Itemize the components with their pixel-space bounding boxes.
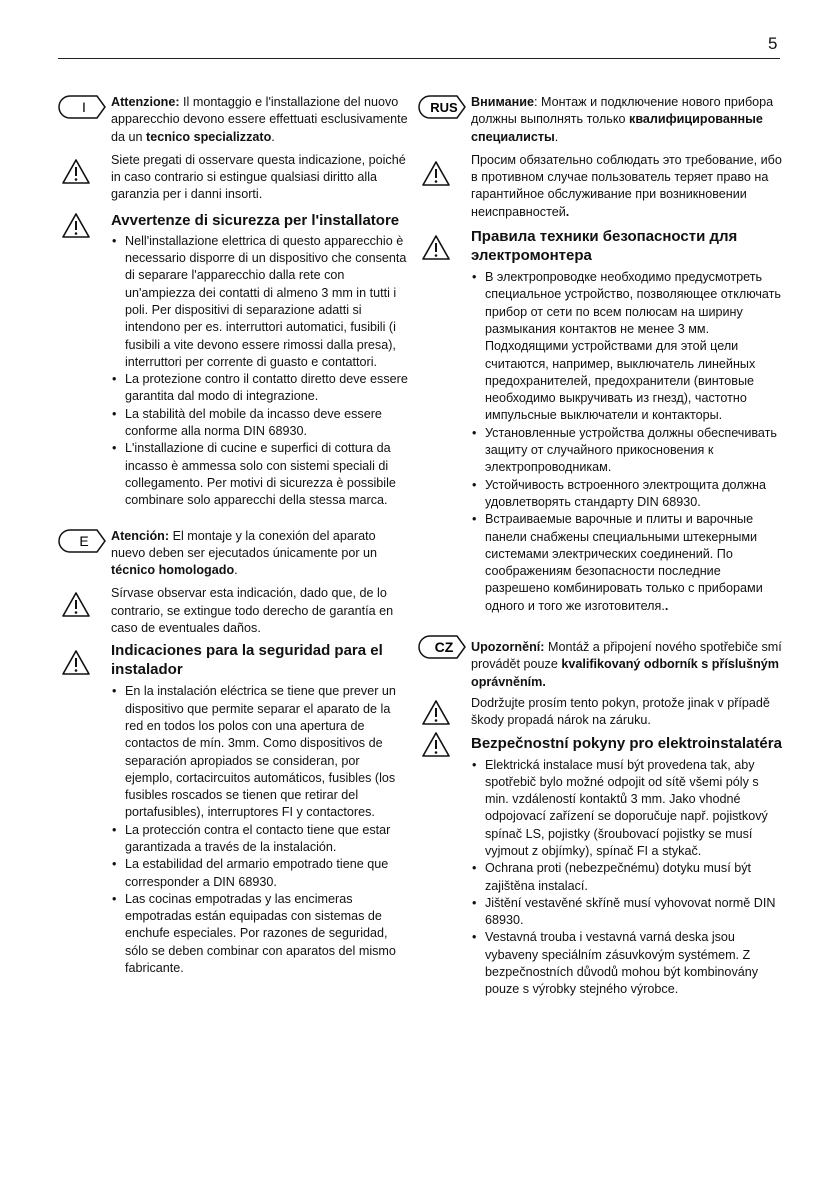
safety-bullets [471, 269, 783, 615]
header-rule [58, 58, 780, 59]
czech-notice [418, 639, 783, 691]
safety-bullets [111, 233, 410, 510]
notice-body: : Монтаж и подключение нового прибора должны выполнять только [471, 95, 774, 127]
bullet-item: • La stabilità del mobile da incasso deve essere conforme alla norma DIN 68930. [125, 406, 410, 441]
warning-triangle-icon [61, 158, 91, 185]
left-column [58, 94, 410, 977]
page-number: 5 [768, 34, 778, 53]
notice-end: . [554, 129, 559, 144]
notice-qualified: kvalifikovaný odborník s příslušným oprávněním. [471, 657, 779, 689]
safety-heading: Avvertenze di sicurezza per l'installatore [111, 211, 400, 229]
spanish-warranty [58, 585, 410, 637]
notice-body: Montáž a připojení nového spotřebiče smí provádět pouze [471, 640, 782, 672]
russian-warranty [418, 152, 783, 221]
badge-label: RUS [430, 100, 458, 115]
safety-heading: Правила техники безопасности для электромонтера [471, 228, 738, 265]
warning-triangle-icon [61, 212, 91, 239]
safety-heading: Indicaciones para la seguridad para el instalador [111, 642, 383, 679]
bullet-item [485, 511, 783, 615]
notice-text [111, 94, 410, 146]
warranty-text: Siete pregati di osservare questa indicazione, poiché in caso contrario si estingue qualsiasi diritto alla garanzia per i danni insorti. [111, 152, 406, 202]
warranty-text [471, 152, 783, 221]
warning-triangle-icon [421, 160, 451, 187]
warranty-end: . [565, 204, 570, 219]
safety-heading: Bezpečnostní pokyny pro elektroinstalatéra [471, 734, 782, 752]
bullet-item: • La protezione contro il contatto diretto deve essere garantita dal modo di integrazione. [125, 371, 410, 406]
bullet-item: • Vestavná trouba i vestavná varná deska jsou vybaveny speciálním zásuvkovým systémem. Z bezpečnostních důvodů mohou být kombinovány pouze s výrobky stejného výrobce. [485, 929, 783, 998]
warning-triangle-icon [61, 591, 91, 618]
czech-safety [418, 734, 783, 999]
bullet-text: Встраиваемые варочные и плиты и варочные панели снабжены специальными штекерными системами электрических соединений. По соображениям безопасности последние разрешено комбинировать только с приборами одного и того же изготовителя. [485, 512, 763, 613]
badge-label: CZ [434, 639, 454, 656]
warning-triangle-icon [421, 234, 451, 261]
notice-body: El montaje y la conexión del aparato nuevo deben ser ejecutados únicamente por un [111, 528, 378, 560]
badge-label: I [82, 99, 86, 115]
warning-triangle-icon [421, 731, 451, 758]
bullet-item: • Elektrická instalace musí být provedena tak, aby spotřebič bylo možné odpojit od sítě všemi póly s min. vzdáleností kontaktů 3 mm. Jako vhodné odpojovací zařízení se doporučuje např. pojistkový spínač LS, pojistky (šroubovací pojistky se musí vyjmout z objímky), spínač FI a stykač. [485, 757, 783, 861]
notice-qualified: tecnico specializzato [146, 129, 272, 144]
spanish-notice [58, 528, 410, 580]
russian-notice [418, 94, 783, 146]
notice-label: Atención: [111, 528, 170, 543]
language-badge-russian [418, 95, 468, 119]
notice-qualified: квалифицированные специалисты [471, 112, 763, 144]
bullet-item: • Las cocinas empotradas y las encimeras empotradas están equipadas con sistemas de enchufe especiales. Por razones de seguridad, sólo se deben combinar con aparatos del mismo fabricante. [125, 891, 410, 977]
right-column [418, 94, 783, 999]
bullet-item: • Nell'installazione elettrica di questo apparecchio è necessario disporre di un dispositivo che consenta di separare l'apparecchio dalla rete con un'ampiezza dei contatti di almeno 3 mm in tutti i poli. Per dispositivi di separazione adatti si intendono per es. interruttori automatici, fusibili (i fusibili a vite devono essere rimossi dalla presa), interruttori per corrente di guasto e contattori. [125, 233, 410, 371]
notice-label: Upozornění: [471, 640, 545, 655]
bullet-item: • В электропроводке необходимо предусмотреть специальное устройство, позволяющее отключать прибор от сети по всем полюсам на ширину размыкания контактов не менее 3 мм. Подходящими устройствами для этой цели считаются, например, выключатель линейных предохранителей, предохранители (винтовые необходимо выкручивать из гнезд), частотно импульсные выключатели и контакторы. [485, 269, 783, 425]
bullet-item: • Ochrana proti (nebezpečnému) dotyku musí být zajištěna instalací. [485, 860, 783, 895]
italian-warranty [58, 152, 410, 204]
bullet-item: • Установленные устройства должны обеспечивать защиту от случайного прикосновения к электропроводникам. [485, 425, 783, 477]
bullet-end: . [664, 598, 669, 613]
badge-label: E [79, 532, 89, 549]
russian-safety [418, 227, 783, 615]
language-badge-spanish [58, 529, 108, 553]
safety-bullets [111, 683, 410, 977]
notice-text [111, 528, 410, 580]
notice-label: Attenzione: [111, 95, 180, 109]
bullet-item: • En la instalación eléctrica se tiene que prever un dispositivo que permite separar el aparato de la red en todos los polos con una apertura de contactos de mín. 3mm. Como dispositivos de separación apropiados se consideran, por ejemplo, cortacircuitos automáticos, fusibles (los fusibles roscados se tienen que retirar del portafusibles), interruptores FI y contactores. [125, 683, 410, 821]
notice-body: Il montaggio e l'installazione del nuovo apparecchio devono essere effettuati esclusivamente da un [111, 95, 408, 144]
language-badge-czech [418, 635, 468, 659]
czech-warranty [418, 695, 783, 730]
notice-text [471, 94, 783, 146]
notice-qualified: técnico homologado [111, 563, 235, 578]
bullet-item: • Устойчивость встроенного электрощита должна удовлетворять стандарту DIN 68930. [485, 477, 783, 512]
bullet-item: • Jištění vestavěné skříně musí vyhovovat normě DIN 68930. [485, 895, 783, 930]
spanish-safety [58, 641, 410, 977]
notice-label: Внимание [471, 95, 534, 109]
warning-triangle-icon [61, 649, 91, 676]
italian-notice [58, 94, 410, 146]
safety-bullets [471, 757, 783, 999]
italian-safety [58, 211, 410, 510]
warranty-body: Просим обязательно соблюдать это требование, ибо в противном случае пользователь теряет право на гарантийное обслуживание при возникновении неисправностей [471, 152, 782, 219]
bullet-item: • L'installazione di cucine e superfici di cottura da incasso è ammessa solo con sistemi speciali di collegamento. Per motivi di sicurezza è possibile combinare solo apparecchi della stessa marca. [125, 440, 410, 509]
notice-end: . [271, 129, 275, 144]
warranty-text: Sírvase observar esta indicación, dado que, de lo contrario, se extingue todo derecho de garantía en caso de eventuales daños. [111, 586, 394, 636]
bullet-item: • La protección contra el contacto tiene que estar garantizada a través de la instalación. [125, 822, 410, 857]
warranty-text: Dodržujte prosím tento pokyn, protože jinak v případě škody propadá nárok na záruku. [471, 695, 770, 728]
notice-text [471, 639, 783, 691]
language-badge-italian [58, 95, 108, 119]
notice-end: . [234, 563, 238, 578]
warning-triangle-icon [421, 699, 451, 726]
bullet-item: • La estabilidad del armario empotrado tiene que corresponder a DIN 68930. [125, 856, 410, 891]
